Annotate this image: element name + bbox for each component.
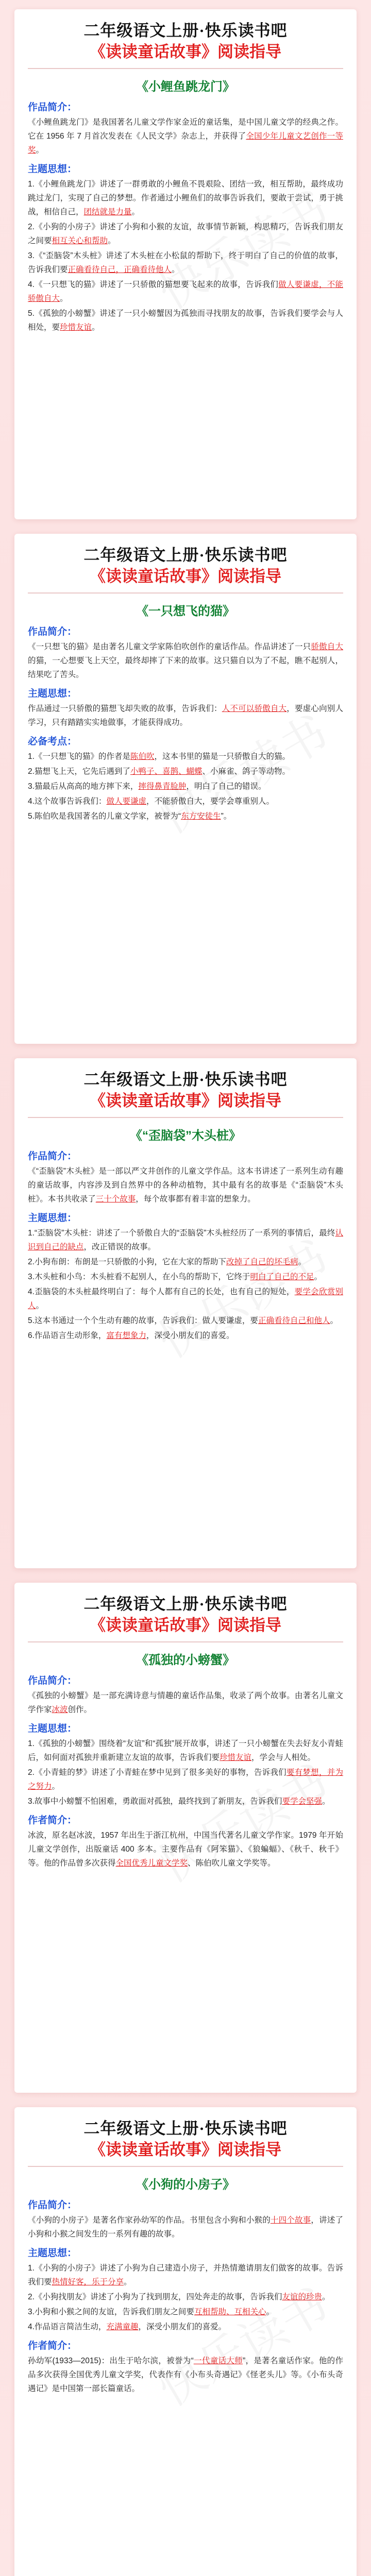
- intro-heading: 作品简介：: [28, 1675, 77, 1686]
- paragraph: [28, 1285, 343, 1313]
- book-title: 《一只想飞的猫》: [136, 604, 235, 618]
- guide-title: 《读读童话故事》阅读指导: [90, 2141, 281, 2159]
- paragraph-text-before: 3.猫最后从高高的地方摔下来，: [28, 782, 139, 791]
- divider: [28, 1117, 343, 1118]
- paragraph-text-after: ，每个故事都有着丰富的想象力。: [136, 1195, 256, 1204]
- paragraph-text-before: 5.陈伯吹是我国著名的儿童文学家，被誉为“: [28, 812, 181, 821]
- paragraph-text-before: 6.作品语言生动形象，: [28, 1331, 107, 1340]
- paragraph-text-before: 《孤独的小螃蟹》是一部充满诗意与情趣的童话作品集，收录了两个故事。由著名儿童文学作家: [28, 1691, 343, 1714]
- paragraph-text-before: 1.《一只想飞的猫》的作者是: [28, 752, 130, 761]
- highlighted-phrase: 充满童趣: [106, 2323, 139, 2331]
- paragraph: [28, 249, 343, 277]
- paragraph: [28, 2290, 343, 2304]
- highlighted-phrase: 东方安徒生: [181, 812, 221, 821]
- highlighted-phrase: 十四个故事: [270, 2216, 311, 2225]
- paragraph-text-before: 1.《孤独的小螃蟹》围绕着“友谊”和“孤独”展开故事，讲述了一只小螃蟹在失去好友小青蛙后，如何面对孤独并重新建立友谊的故事，告诉我们要: [28, 1739, 343, 1762]
- paragraph-text-before: 《“歪脑袋”木头桩》是一部以严文井创作的儿童文学作品。这本书讲述了一系列生动有趣的童话故事，内容涉及到自然界中的各种动植物，其中最有名的故事是《“歪脑袋”木头桩》。本书共收录了: [28, 1167, 343, 1204]
- divider: [28, 592, 343, 594]
- highlighted-phrase: 冰波: [52, 1705, 68, 1714]
- highlighted-phrase: 做人要谦虚，不能骄傲自大: [28, 280, 343, 303]
- paragraph-text-after: 。: [124, 2278, 132, 2286]
- highlighted-phrase: 认识到自己的缺点: [28, 1229, 343, 1251]
- paragraph-text-after: ，要虚心向别人学习，只有踏踏实实地做事，才能获得成功。: [28, 704, 343, 727]
- paragraph-text-after: 。: [92, 323, 100, 332]
- highlighted-phrase: 做人要谦虚: [106, 797, 146, 806]
- paragraph: [28, 1766, 343, 1793]
- paragraph-text-before: 4.这个故事告诉我们：: [28, 797, 107, 806]
- grade-title: 二年级语文上册·快乐读书吧: [83, 1071, 288, 1089]
- guide-title: 《读读童话故事》阅读指导: [90, 567, 281, 585]
- extra-heading: 作者简介：: [28, 1815, 77, 1826]
- paragraph-text-before: 2.《小狗找朋友》讲述了小狗为了找到朋友，四处奔走的故事，告诉我们: [28, 2293, 282, 2301]
- paragraph-text-after: 。: [314, 1273, 322, 1281]
- guide-title: 《读读童话故事》阅读指导: [90, 43, 281, 61]
- paragraph-text-before: 3.小狗和小猴之间的友谊，告诉我们朋友之间要: [28, 2308, 194, 2316]
- book-title: 《孤独的小螃蟹》: [136, 1653, 235, 1667]
- paragraph-text-before: 2.小狗布朗：布朗是一只骄傲的小狗，它在大家的帮助下: [28, 1258, 226, 1266]
- paragraph-text-before: 作品通过一只骄傲的猫想飞却失败的故事，告诉我们：: [28, 704, 222, 713]
- grade-title: 二年级语文上册·快乐读书吧: [83, 1595, 288, 1613]
- paragraph-text-before: 孙幼军(1933—2015)：出生于哈尔滨，被誉为“: [28, 2357, 194, 2365]
- paragraph-text-before: 《小狗的小房子》是著名作家孙幼军的作品。书里包含小狗和小猴的: [28, 2216, 271, 2225]
- paragraph-text-after: 的猫，一心想要飞上天空，最终却摔了下来的故事。这只猫自以为了不起，瞧不起别人，结果吃了苦头。: [28, 656, 343, 679]
- paragraph: [28, 307, 343, 334]
- paragraph-text-after: ，明白了自己的错误。: [186, 782, 266, 791]
- highlighted-phrase: 摔得鼻青脸肿: [138, 782, 187, 791]
- highlighted-phrase: 骄傲自大: [311, 642, 343, 651]
- paragraph: [28, 115, 343, 157]
- highlighted-phrase: 富有想象力: [106, 1331, 146, 1340]
- extra-heading: 必备考点：: [28, 736, 77, 747]
- highlighted-phrase: 热情好客，乐于分享: [52, 2278, 124, 2286]
- highlighted-phrase: 陈伯吹: [130, 752, 155, 761]
- paragraph-text-before: 3.《“歪脑袋”木头桩》讲述了木头桩在小松鼠的帮助下，终于明白了自己的价值的故事，告诉我们要: [28, 251, 343, 274]
- highlighted-phrase: 小鸭子、喜鹊、蝴蝶: [130, 767, 203, 776]
- highlighted-phrase: 要学会欣赏别人: [28, 1287, 343, 1310]
- book-title: 《小鲤鱼跳龙门》: [136, 80, 235, 94]
- paragraph: [28, 1164, 343, 1206]
- card-header: [28, 2119, 343, 2161]
- paragraph-text-before: 5.《孤独的小螃蟹》讲述了一只小螃蟹因为孤独而寻找朋友的故事，告诉我们要学会与人相处，要: [28, 309, 343, 332]
- intro-heading: 作品简介：: [28, 2200, 77, 2211]
- highlighted-phrase: 正确看待自己，正确看待他人: [68, 265, 172, 274]
- paragraph: [28, 2320, 343, 2334]
- reading-guide-card: [14, 9, 357, 519]
- paragraph-text-after: ，深受小朋友们的喜爱。: [146, 1331, 234, 1340]
- highlighted-phrase: 正确看待自己和他人: [258, 1316, 330, 1325]
- highlighted-phrase: 人不可以骄傲自大: [222, 704, 287, 713]
- reading-guide-card: [14, 2107, 357, 2576]
- paragraph-text-after: 、陈伯吹儿童文学奖等。: [188, 1859, 276, 1868]
- card-header: [28, 1070, 343, 1112]
- paragraph-text-before: 《小鲤鱼跳龙门》是我国著名儿童文学作家金近的童话集，是中国儿童文学的经典之作。它在 1956 年 7 月首次发表在《人民文学》杂志上，并获得了: [28, 118, 343, 141]
- highlighted-phrase: 互相帮助、互相关心: [194, 2308, 266, 2316]
- paragraph-text-before: 1.《小鲤鱼跳龙门》讲述了一群勇敢的小鲤鱼不畏艰险、团结一致，相互帮助，最终成功跳过龙门，实现了自己的梦想。作者通过小鲤鱼们的故事告诉我们，要敢于尝试，勇于挑战，相信自己，: [28, 180, 343, 216]
- paragraph: [28, 2354, 343, 2396]
- paragraph-text-after: 。: [108, 236, 116, 245]
- theme-heading: 主题思想：: [28, 164, 77, 175]
- highlighted-phrase: 三十个故事: [95, 1195, 136, 1204]
- paragraph: [28, 177, 343, 219]
- divider: [28, 2166, 343, 2167]
- paragraph-text-after: 。: [322, 2293, 330, 2301]
- paragraph: [28, 794, 343, 808]
- guide-title: 《读读童话故事》阅读指导: [90, 1092, 281, 1110]
- paragraph-text-after: 。: [36, 1301, 44, 1310]
- paragraph: [28, 278, 343, 306]
- paragraph-text-after: 。: [60, 294, 68, 303]
- paragraph-text-after: 。: [298, 1258, 306, 1266]
- divider: [28, 68, 343, 69]
- intro-heading: 作品简介：: [28, 626, 77, 637]
- highlighted-phrase: 明白了自己的不足: [250, 1273, 314, 1281]
- card-header: [28, 1594, 343, 1636]
- book-title: 《小狗的小房子》: [136, 2178, 235, 2192]
- paragraph: [28, 2305, 343, 2319]
- paragraph-text-after: 。: [131, 208, 140, 216]
- paragraph-text-after: ，学会与人相处。: [251, 1753, 316, 1762]
- paragraph-text-before: 1.“歪脑袋”木头桩：讲述了一个骄傲自大的“歪脑袋”木头桩经历了一系列的事情后，最终: [28, 1229, 335, 1238]
- paragraph-text-after: ，讲述了小狗和小猴之间发生的一系列有趣的故事。: [28, 2216, 343, 2239]
- highlighted-phrase: 全国优秀儿童文学奖: [115, 1859, 188, 1868]
- intro-heading: 作品简介：: [28, 1151, 77, 1162]
- highlighted-phrase: 要有梦想，并为之努力: [28, 1768, 343, 1791]
- highlighted-phrase: 珍惜友谊: [220, 1753, 252, 1762]
- paragraph-text-before: 4.歪脑袋的木头桩最终明白了：每个人都有自己的长处，也有自己的短处，: [28, 1287, 295, 1296]
- reading-guide-card: [14, 1583, 357, 2093]
- paragraph-text-after: 。: [330, 1316, 338, 1325]
- highlighted-phrase: 要学会坚强: [282, 1797, 322, 1806]
- card-header: [28, 21, 343, 63]
- theme-heading: 主题思想：: [28, 1213, 77, 1224]
- paragraph-text-after: ，不能骄傲自大，要学会尊重别人。: [146, 797, 274, 806]
- paragraph: [28, 2213, 343, 2241]
- paragraph-text-before: 2.《小狗的小房子》讲述了小狗和小猴的友谊，故事情节新颖，构思精巧，告诉我们朋友之间要: [28, 223, 343, 245]
- theme-heading: 主题思想：: [28, 688, 77, 699]
- grade-title: 二年级语文上册·快乐读书吧: [83, 2120, 288, 2138]
- highlighted-phrase: 改掉了自己的坏毛病: [226, 1258, 298, 1266]
- paragraph-text-before: 4.作品语言简洁生动，: [28, 2323, 107, 2331]
- card-header: [28, 545, 343, 587]
- theme-heading: 主题思想：: [28, 1723, 77, 1734]
- paragraph-text-after: 。: [52, 1782, 60, 1791]
- paragraph: [28, 1329, 343, 1343]
- paragraph-text-after: ，深受小朋友们的喜爱。: [138, 2323, 226, 2331]
- paragraph: [28, 809, 343, 823]
- paragraph: [28, 1737, 343, 1765]
- divider: [28, 1641, 343, 1642]
- reading-guide-card: [14, 534, 357, 1044]
- paragraph: [28, 640, 343, 682]
- paragraph: [28, 1828, 343, 1870]
- paragraph-text-before: 5.这本书通过一个个生动有趣的故事，告诉我们：做人要谦虚，要: [28, 1316, 258, 1325]
- highlighted-phrase: 团结就是力量: [83, 208, 132, 216]
- paragraph: [28, 765, 343, 778]
- paragraph-text-before: 2.猫想飞上天，它先后遇到了: [28, 767, 130, 776]
- paragraph-text-after: ，改正错误的故事。: [83, 1243, 156, 1251]
- paragraph-text-before: 3.故事中小螃蟹不怕困难，勇敢面对孤独，最终找到了新朋友，告诉我们: [28, 1797, 282, 1806]
- paragraph-text-after: 。: [172, 265, 180, 274]
- paragraph-text-after: 。: [322, 1797, 330, 1806]
- paragraph-text-before: 3.木头桩和小鸟：木头桩看不起别人，在小鸟的帮助下，它终于: [28, 1273, 250, 1281]
- guide-title: 《读读童话故事》阅读指导: [90, 1616, 281, 1634]
- paragraph: [28, 1794, 343, 1808]
- theme-heading: 主题思想：: [28, 2248, 77, 2259]
- paragraph: [28, 1226, 343, 1254]
- highlighted-phrase: 一代童话大师: [193, 2357, 243, 2365]
- paragraph: [28, 1689, 343, 1717]
- paragraph: [28, 2261, 343, 2289]
- paragraph-text-before: 冰波，原名赵冰波，1957 年出生于浙江杭州，中国当代著名儿童文学作家。1979 年开始儿童文学创作，出版童话 400 多本。主要作品有《阿笨猫》、《狼蝙蝠》、《秋千、秋千》等。他的作品曾多次获得: [28, 1831, 343, 1868]
- paragraph-text-after: 。: [36, 146, 44, 155]
- paragraph-text-after: 创作。: [68, 1705, 92, 1714]
- highlighted-phrase: 全国少年儿童文艺创作一等奖: [28, 132, 343, 155]
- highlighted-phrase: 友谊的珍贵: [282, 2293, 322, 2301]
- paragraph-text-before: 2.《小青蛙的梦》讲述了小青蛙在梦中见到了很多美好的事物，告诉我们: [28, 1768, 286, 1777]
- extra-heading: 作者简介：: [28, 2341, 77, 2351]
- paragraph-text-before: 1.《小狗的小房子》讲述了小狗为自己建造小房子，并热情邀请朋友们做客的故事。告诉我们要: [28, 2264, 343, 2286]
- paragraph-text-after: ”，是著名童话作家。他的作品多次获得全国优秀儿童文学奖，代表作有《小布头奇遇记》《怪老头儿》等。《小布头奇遇记》是中国第一部长篇童话。: [28, 2357, 343, 2393]
- grade-title: 二年级语文上册·快乐读书吧: [83, 546, 288, 564]
- paragraph-text-after: ”。: [221, 812, 232, 821]
- paragraph: [28, 702, 343, 730]
- paragraph-text-after: ，这本书里的猫是一只骄傲自大的猫。: [154, 752, 290, 761]
- paragraph: [28, 220, 343, 248]
- paragraph: [28, 1314, 343, 1328]
- intro-heading: 作品简介：: [28, 102, 77, 113]
- paragraph-text-before: 4.《一只想飞的猫》讲述了一只骄傲的猫想要飞起来的故事，告诉我们: [28, 280, 279, 289]
- highlighted-phrase: 相互关心和帮助: [52, 236, 108, 245]
- reading-guide-card: [14, 1058, 357, 1568]
- paragraph-text-after: 。: [266, 2308, 274, 2316]
- paragraph-text-after: 、小麻雀、鸽子等动物。: [202, 767, 290, 776]
- paragraph: [28, 779, 343, 793]
- book-title: 《“歪脑袋”木头桩》: [130, 1129, 241, 1143]
- paragraph-text-before: 《一只想飞的猫》是由著名儿童文学家陈伯吹创作的童话作品。作品讲述了一只: [28, 642, 311, 651]
- highlighted-phrase: 珍惜友谊: [60, 323, 92, 332]
- paragraph: [28, 1270, 343, 1284]
- paragraph: [28, 1255, 343, 1269]
- grade-title: 二年级语文上册·快乐读书吧: [83, 22, 288, 40]
- paragraph: [28, 750, 343, 764]
